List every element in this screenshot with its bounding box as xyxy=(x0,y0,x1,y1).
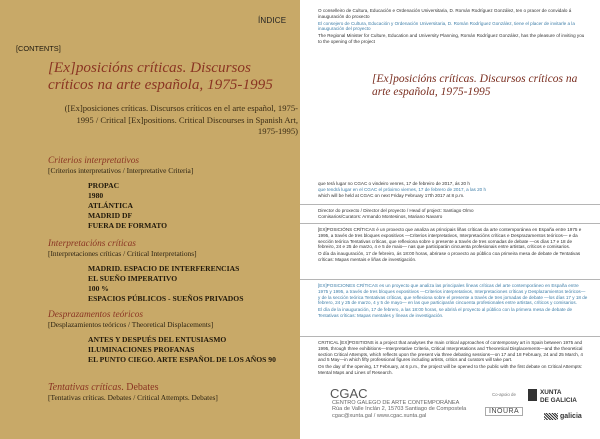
section-heading: Interpretacións críticas xyxy=(48,239,136,249)
contact-line: cgac@xunta.gal / www.cgac.xunta.gal xyxy=(332,412,427,419)
exhibition-item: ANTES Y DESPUÉS DEL ENTUSIASMO xyxy=(88,335,227,344)
xunta-emblem-icon xyxy=(528,389,537,401)
section-desprazamentos xyxy=(48,310,298,365)
divider xyxy=(300,223,600,224)
inoura-logo: INOURA xyxy=(485,407,523,416)
galicia-mark-icon xyxy=(544,413,558,420)
invite-block xyxy=(318,8,588,46)
description-es-p1: [EX]POSICIONES CRÍTICAS es un proyecto que analiza las principales líneas críticas del arte contemporáneo en España entre 1975 y 1995, a través de tres bloques expositivos —Criterios interpretativos, Interpretaciones críticas y Desplazamientos teóricos— y de la sección teórica Tentativas críticas, que reflexiona sobre el presente a través de tres jornadas de debate —los días 17 y 18 de febrero, 24 y 25 de marzo, 4 y 5 de mayo— en las que participarán cincuenta profesionales entre artistas, críticos y comisarios. xyxy=(318,283,588,306)
exhibition-item: EL PUNTO CIEGO. ARTE ESPAÑOL DE LOS AÑOS 90 xyxy=(88,355,276,364)
sponsor-label: Co-apoio de xyxy=(492,392,516,397)
xunta-line2: DE GALICIA xyxy=(540,396,577,404)
divider xyxy=(300,336,600,337)
credits-director: Director do proxecto / Director del proyecto / Head of project: Santiago Olmo xyxy=(318,208,474,213)
invite-project-title: [Ex]posicións críticas. Discursos críticos na arte española, 1975-1995 xyxy=(372,73,578,98)
exhibition-item: EL SUEÑO IMPERATIVO xyxy=(88,274,178,283)
exhibition-item: PROPAC xyxy=(88,181,120,190)
description-es xyxy=(318,283,588,320)
section-subheading: [Desplazamientos teóricos / Theoretical Displacements] xyxy=(48,320,214,329)
section-subheading: [Tentativas críticas. Debates / Critical Attempts. Debates] xyxy=(48,393,218,402)
exhibition-item: MADRID DF xyxy=(88,211,133,220)
svg-text:CGAC: CGAC xyxy=(330,386,368,401)
exhibition-item: 1980 xyxy=(88,191,104,200)
galicia-logo: galicia xyxy=(560,413,582,420)
section-heading: Desprazamentos teóricos xyxy=(48,310,144,320)
invite-en: The Regional Minister for Culture, Education and University Planning, Román Rodríguez González, has the pleasure of inviting you to the opening of the project xyxy=(318,33,585,44)
contents-label: [CONTENTS] xyxy=(16,44,61,53)
description-en xyxy=(318,340,588,377)
exhibition-item: ILUMINACIONES PROFANAS xyxy=(88,345,195,354)
org-name: CENTRO GALEGO DE ARTE CONTEMPORÁNEA xyxy=(332,400,460,406)
section-heading: Criterios interpretativos xyxy=(48,156,140,166)
description-gl-p1: [EX]POSICIÓNS CRÍTICAS é un proxecto que analiza as principais liñas críticas da arte contemporánea en España entre 1975 e 1995, a través de tres bloques expositivos —Criterios interpretativos, Interpretacións críticas e Desprazamentos teóricos— e da sección teórica Tentativas críticas, que reflexiona sobre o presente a través de tres xornadas de debate —os días 17 e 18 de febreiro, 24 e 25 de marzo, 4 e 5 de maio— nas que participarán cincuenta profesionais entre artistas, críticos e comisarios. xyxy=(318,227,582,250)
cgac-address xyxy=(332,400,466,419)
exhibition-item: 100 % xyxy=(88,284,109,293)
description-es-p2: El día de la inauguración, 17 de febrero, a las 18:00 horas, se abrirá el proyecto al público con la primera mesa de debate de Tentativas críticas: Mapas mentales y líneas de investigación. xyxy=(318,307,573,318)
project-title: [Ex]posicións críticas. Discursos críticos na arte española, 1975-1995 xyxy=(48,59,273,93)
date-es: que tendrá lugar en el CGAC el próximo viernes, 17 de febrero de 2017, a las 20 h xyxy=(318,186,487,192)
xunta-line1: XUNTA xyxy=(540,389,562,396)
invite-es: El consejero de Cultura, Educación y Ordenación Universitaria, D. Román Rodríguez González, tiene el placer de invitarle a la inauguración del proyecto xyxy=(318,20,575,32)
section-heading: Tentativas críticas. Debates xyxy=(48,382,159,393)
divider xyxy=(300,204,600,205)
date-gl: que terá lugar no CGAC o vindeiro venres, 17 de febreiro de 2017, ás 20 h xyxy=(318,181,470,186)
section-interpretacions xyxy=(48,239,298,304)
credits-block xyxy=(318,208,588,220)
description-en-p2: On the day of the opening, 17 February, at 6 p.m., the project will be opened to the public with the first debate on Critical Attempts: Mental Maps and Lines of Research. xyxy=(318,364,583,375)
description-gl-p2: O día da inauguración, 17 de febreiro, ás 18:00 horas, abrirase o proxecto ao público coa primeira mesa de debate de Tentativas críticas: Mapas mentais e liñas de investigación. xyxy=(318,251,581,262)
exhibition-item: ATLÁNTICA xyxy=(88,201,134,210)
address-line: Rúa de Valle Inclán 2, 15703 Santiago de Compostela xyxy=(332,406,467,413)
description-gl xyxy=(318,227,588,264)
invite-gl: O conselleiro de Cultura, Educación e Ordenación Universitaria, D. Román Rodríguez González, ten o pracer de convidalo á inauguración do proxecto xyxy=(318,8,572,19)
exhibition-item: ESPACIOS PÚBLICOS - SUEÑOS PRIVADOS xyxy=(88,294,244,303)
credits-curators: Comisarios/Curators: Armando Montesinos, Mariano Navarro xyxy=(318,213,443,219)
section-criterios xyxy=(48,156,298,231)
description-en-p1: CRITICAL [EX]POSITIONS is a project that analyses the main critical approaches of contemporary art in Spain between 1975 and 1995, through three exhibitions—Interpretative Criteria, Critical Interpretations and Theoretical Displacements—and the theoretical section Critical Attempts, which reflects upon the present via three debating sessions—on 17 and 18 February, 24 and 25 March, 4 and 5 May—in which fifty professional figures including artists, critics and curators will take part. xyxy=(318,340,583,363)
date-en: which will be held at CGAC on next Friday February 17th 2017 at 8 p.m. xyxy=(318,192,465,198)
divider xyxy=(300,279,600,280)
exhibition-item: MADRID. ESPACIO DE INTERFERENCIAS xyxy=(88,264,240,273)
title-translation: ([Ex]posiciones críticas. Discursos críticos en el arte español, 1975-1995 / Critical [Ex]positions. Critical Discourses in Spanish Art, 1975-1995) xyxy=(64,103,298,137)
xunta-logo xyxy=(540,389,577,404)
section-subheading: [Criterios interpretativos / Interpretative Criteria] xyxy=(48,166,194,175)
exhibition-item: FUERA DE FORMATO xyxy=(88,221,168,230)
section-subheading: [Interpretaciones críticas / Critical Interpretations] xyxy=(48,249,197,258)
date-block xyxy=(318,181,588,198)
index-heading: ÍNDICE xyxy=(258,16,287,25)
section-debates xyxy=(48,383,298,402)
